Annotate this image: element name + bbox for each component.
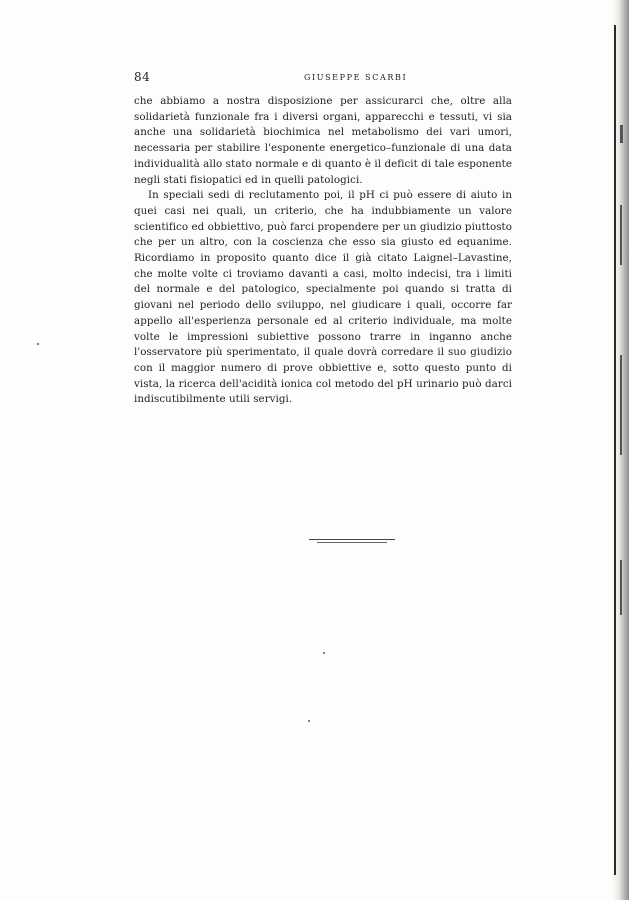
body-text	[134, 94, 512, 408]
page-number: 84	[134, 70, 151, 84]
page-header	[134, 70, 434, 86]
edge-mark	[620, 205, 622, 265]
edge-mark	[620, 125, 623, 143]
scan-speck	[37, 343, 39, 345]
section-separator	[309, 539, 395, 543]
running-head: GIUSEPPE SCARBI	[304, 73, 408, 82]
edge-mark	[620, 355, 622, 455]
separator-line-bottom	[317, 542, 387, 543]
edge-mark	[620, 560, 622, 615]
paragraph-2: In speciali sedi di reclutamento poi, il pH ci può essere di aiuto in quei casi nei quali, un criterio, che ha indubbiamente un valore scientifico ed obbiettivo, può farci propendere per un giudizio piuttosto che per un altro, con la coscienza che esso sia giusto ed equanime. Ricordiamo in proposito quanto dice il già citato Laignel–Lavastine, che molte volte ci troviamo davanti a casi, molto indecisi, tra i limiti del normale e del patologico, specialmente poi quando si tratta di giovani nel periodo dello sviluppo, nel giudicare i quali, occorre far appello all'esperienza personale ed al criterio individuale, ma molte volte le impressioni subiettive possono trarre in inganno anche l'osservatore più sperimentato, il quale dovrà corredare il suo giudizio con il maggior numero di prove obbiettive e, sotto questo punto di vista, la ricerca dell'acidità ionica col metodo del pH urinario può darci indiscutibilmente utili servigi.	[134, 189, 512, 406]
paragraph-1: che abbiamo a nostra disposizione per assicurarci che, oltre alla solidarietà funzionale fra i diversi organi, apparecchi e tessuti, vi sia anche una solidarietà biochimica nel metabolismo dei vari umori, necessaria per stabilire l'esponente energetico–funzionale di una data individualità allo stato normale e di quanto è il deficit di tale esponente negli stati fisiopatici ed in quelli patologici.	[134, 95, 512, 186]
scan-speck	[308, 720, 310, 722]
separator-line-top	[309, 539, 395, 540]
binding-line	[614, 25, 616, 875]
scan-speck	[323, 652, 325, 654]
